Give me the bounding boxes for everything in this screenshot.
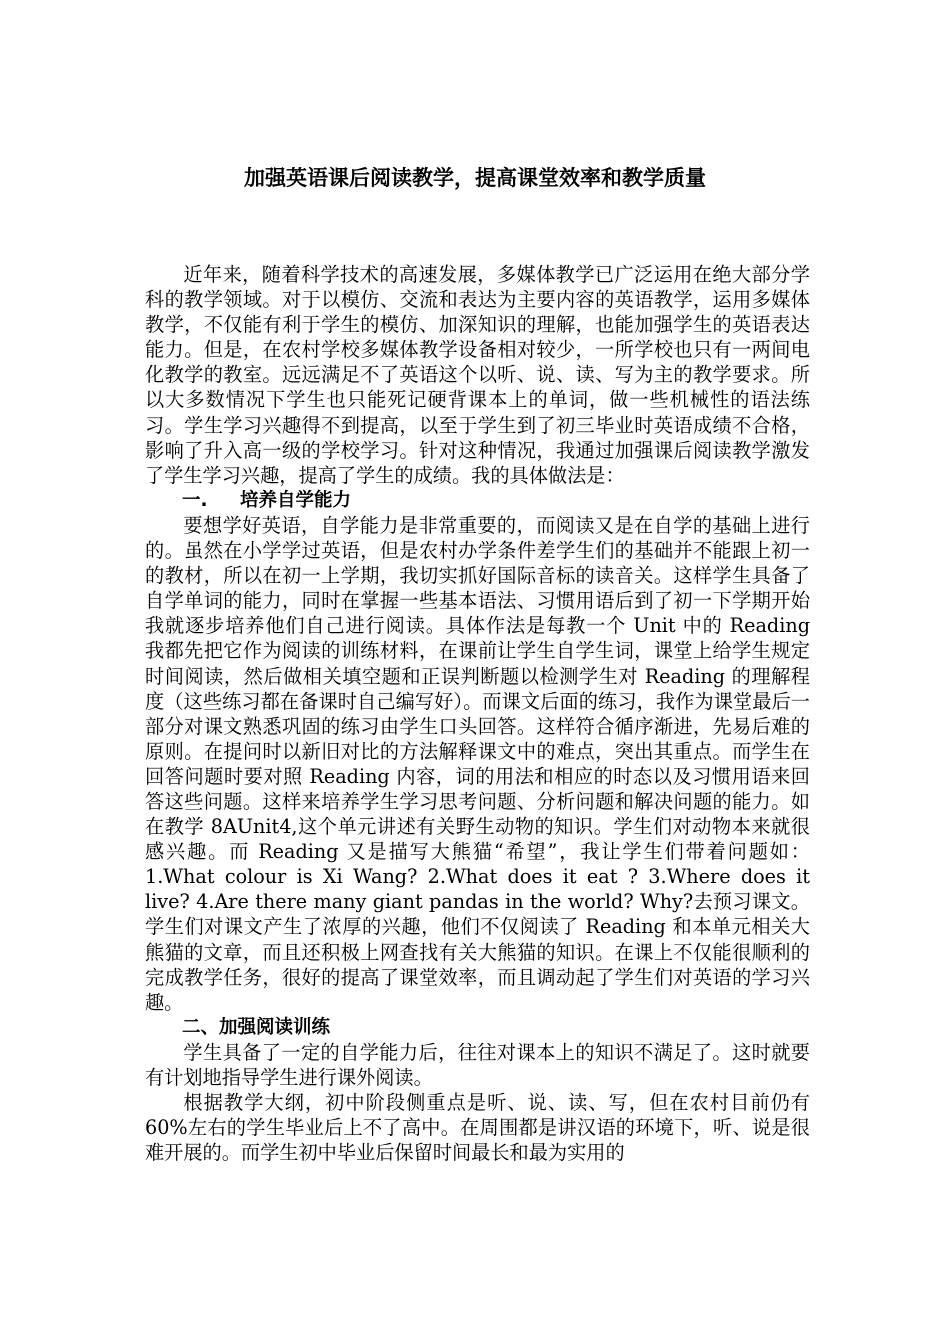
document-body [145,262,810,1165]
paragraph-section-2b: 根据教学大纲，初中阶段侧重点是听、说、读、写，但在农村目前仍有 60%左右的学生毕业后上不了高中。在周围都是讲汉语的环境下，听、说是很难开展的。而学生初中毕业后保留时间最长和最为实用的 [145,1091,810,1165]
section-heading-1 [145,488,810,513]
section-heading-2-number: 二、 [182,1016,220,1038]
section-heading-2 [145,1015,810,1040]
paragraph-section-2a: 学生具备了一定的自学能力后，往往对课本上的知识不满足了。这时就要有计划地指导学生进行课外阅读。 [145,1040,810,1089]
document-title: 加强英语课后阅读教学，提高课堂效率和教学质量 [244,166,706,190]
section-heading-1-number: 一. [182,489,208,511]
section-heading-1-text: 培养自学能力 [240,489,352,511]
section-heading-2-text: 加强阅读训练 [219,1016,331,1038]
paragraph-section-1: 要想学好英语，自学能力是非常重要的，而阅读又是在自学的基础上进行的。虽然在小学学过英语，但是农村办学条件差学生们的基础并不能跟上初一的教材，所以在初一上学期，我切实抓好国际音标的读音关。这样学生具备了自学单词的能力，同时在掌握一些基本语法、习惯用语后到了初一下学期开始我就逐步培养他们自己进行阅读。具体作法是每教一个 Unit 中的 Reading 我都先把它作为阅读的训练材料，在课前让学生自学生词，课堂上给学生规定时间阅读，然后做相关填空题和正误判断题以检测学生对 Reading 的理解程度（这些练习都在备课时自己编写好）。而课文后面的练习，我作为课堂最后一部分对课文熟悉巩固的练习由学生口头回答。这样符合循序渐进，先易后难的原则。在提问时以新旧对比的方法解释课文中的难点，突出其重点。而学生在回答问题时要对照 Reading 内容，词的用法和相应的时态以及习惯用语来回答这些问题。这样来培养学生学习思考问题、分析问题和解决问题的能力。如在教学 8AUnit4,这个单元讲述有关野生动物的知识。学生们对动物本来就很感兴趣。而 Reading 又是描写大熊猫“希望”，我让学生们带着问题如：1.What colour is Xi Wang? 2.What does it eat ? 3.Where does it live? 4.Are there many giant pandas in the world? Why?去预习课文。学生们对课文产生了浓厚的兴趣，他们不仅阅读了 Reading 和本单元相关大熊猫的文章，而且还积极上网查找有关大熊猫的知识。在课上不仅能很顺利的完成教学任务，很好的提高了课堂效率，而且调动起了学生们对英语的学习兴趣。 [145,513,810,1014]
paragraph-intro: 近年来，随着科学技术的高速发展，多媒体教学已广泛运用在绝大部分学科的教学领域。对于以模仿、交流和表达为主要内容的英语教学，运用多媒体教学，不仅能有利于学生的模仿、加深知识的理解，也能加强学生的英语表达能力。但是，在农村学校多媒体教学设备相对较少，一所学校也只有一两间电化教学的教室。远远满足不了英语这个以听、说、读、写为主的教学要求。所以大多数情况下学生也只能死记硬背课本上的单词，做一些机械性的语法练习。学生学习兴趣得不到提高，以至于学生到了初三毕业时英语成绩不合格，影响了升入高一级的学校学习。针对这种情况，我通过加强课后阅读教学激发了学生学习兴趣，提高了学生的成绩。我的具体做法是： [145,263,810,487]
